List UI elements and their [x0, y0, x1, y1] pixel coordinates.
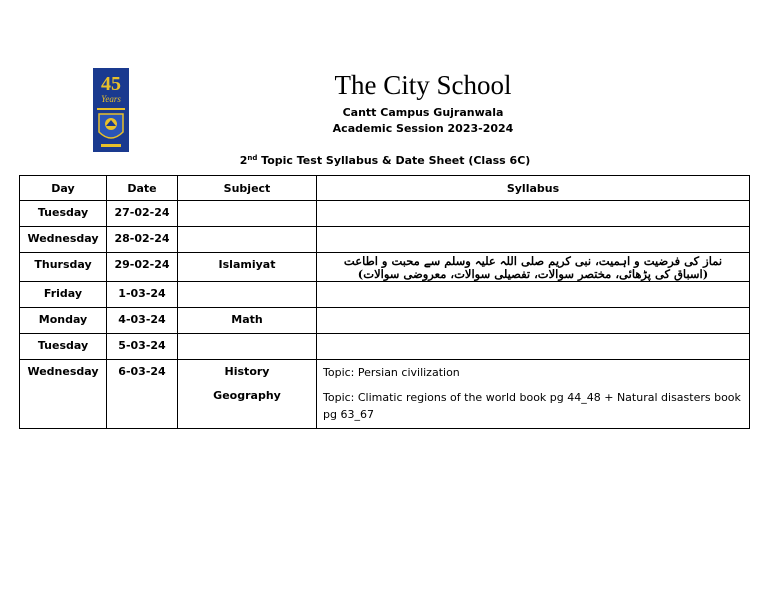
- syllabus-cell: [317, 334, 750, 360]
- school-title: The City School: [334, 70, 512, 100]
- subject-cell: Math: [178, 308, 317, 334]
- subject-cell: Islamiyat: [178, 253, 317, 282]
- heading-text: Topic Test Syllabus & Date Sheet (Class 6C): [257, 154, 531, 167]
- date-cell: 29-02-24: [107, 253, 178, 282]
- date-cell: 27-02-24: [107, 201, 178, 227]
- datesheet-table: [19, 175, 750, 429]
- logo-word: Years: [101, 94, 121, 104]
- syllabus-cell-urdu: [317, 253, 750, 282]
- urdu-syllabus-line: (اسباق کی پڑھائی، مختصر سوالات، تفصیلی سوالات، معروضی سوالات): [357, 267, 709, 281]
- header-syllabus: Syllabus: [317, 176, 750, 201]
- day-cell: Wednesday: [20, 227, 107, 253]
- academic-session: Academic Session 2023-2024: [332, 122, 514, 135]
- syllabus-cell: [317, 227, 750, 253]
- syllabus-cell: [317, 360, 750, 429]
- syllabus-cell: [317, 201, 750, 227]
- table-header-row: [20, 176, 750, 201]
- table-row: [20, 282, 750, 308]
- date-cell: 5-03-24: [107, 334, 178, 360]
- subject-cell: [178, 282, 317, 308]
- subject-cell: [178, 360, 317, 429]
- syllabus-geography: Topic: Climatic regions of the world book pg 44_48 + Natural disasters book pg 63_67: [323, 391, 741, 421]
- logo-number: 45: [101, 73, 121, 95]
- school-logo: [93, 68, 129, 152]
- day-cell: Monday: [20, 308, 107, 334]
- urdu-syllabus-line: نماز کی فرضیت و اہمیت، نبی کریم صلی اللہ علیہ وسلم سے محبت و اطاعت: [343, 254, 723, 268]
- subject-cell: [178, 227, 317, 253]
- header-date: Date: [107, 176, 178, 201]
- day-cell: Tuesday: [20, 334, 107, 360]
- heading-number: 2: [239, 154, 248, 167]
- syllabus-cell: [317, 308, 750, 334]
- campus-name: Cantt Campus Gujranwala: [342, 106, 504, 119]
- subject-history: History: [224, 365, 270, 378]
- date-cell: 4-03-24: [107, 308, 178, 334]
- table-row: [20, 334, 750, 360]
- subject-cell: [178, 201, 317, 227]
- table-row: [20, 308, 750, 334]
- heading-ordinal: nd: [247, 154, 258, 162]
- header-subject: Subject: [178, 176, 317, 201]
- date-cell: 28-02-24: [107, 227, 178, 253]
- day-cell: Thursday: [20, 253, 107, 282]
- table-row: [20, 201, 750, 227]
- table-row: [20, 360, 750, 429]
- header-day: Day: [20, 176, 107, 201]
- datesheet-heading: [180, 154, 590, 168]
- syllabus-cell: [317, 282, 750, 308]
- day-cell: Tuesday: [20, 201, 107, 227]
- day-cell: Wednesday: [20, 360, 107, 429]
- date-cell: 1-03-24: [107, 282, 178, 308]
- subject-geography: Geography: [213, 389, 281, 402]
- syllabus-history: Topic: Persian civilization: [323, 366, 460, 379]
- subject-cell: [178, 334, 317, 360]
- day-cell: Friday: [20, 282, 107, 308]
- table-row: [20, 227, 750, 253]
- date-cell: 6-03-24: [107, 360, 178, 429]
- table-row: [20, 253, 750, 282]
